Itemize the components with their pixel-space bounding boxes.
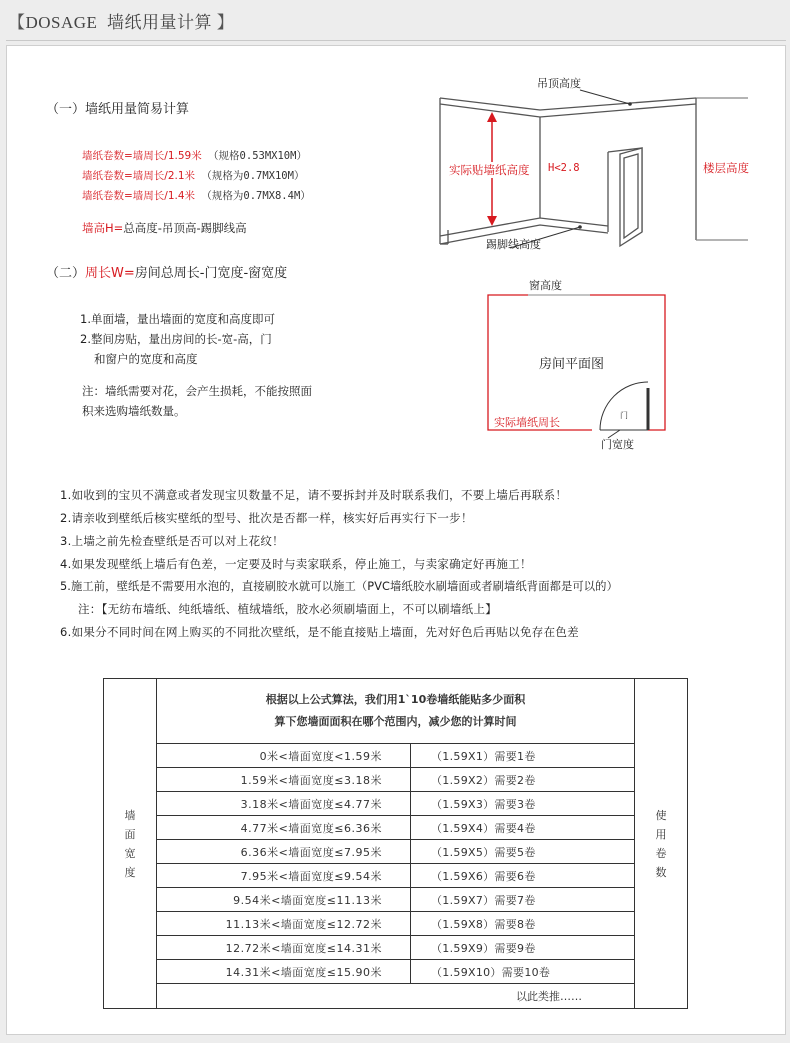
rolls-cell: （1.59X6）需要6卷 xyxy=(411,864,635,888)
rolls-cell: （1.59X10）需要10卷 xyxy=(411,960,635,984)
wall-height-text: 总高度-吊顶高-踢脚线高 xyxy=(123,221,247,235)
table-row xyxy=(104,816,688,840)
table-row xyxy=(104,840,688,864)
step-item: 和窗户的宽度和高度 xyxy=(94,352,198,366)
range-cell: 0米<墙面宽度<1.59米 xyxy=(157,744,411,768)
window-label: 窗高度 xyxy=(529,279,562,292)
table-footer: 以此类推…… xyxy=(157,984,635,1009)
range-cell: 12.72米<墙面宽度≤14.31米 xyxy=(157,936,411,960)
notice-item: 6.如果分不同时间在网上购买的不同批次壁纸，是不能直接贴上墙面，先对好色后再贴以免存在色差 xyxy=(60,625,579,639)
actual-height-label: 实际贴墙纸高度 xyxy=(449,163,530,177)
perimeter-label: 实际墙纸周长 xyxy=(494,416,560,429)
table-row xyxy=(104,768,688,792)
section1-title: （一）墙纸用量简易计算 xyxy=(46,102,190,117)
door-width-label: 门宽度 xyxy=(601,438,634,451)
range-cell: 9.54米<墙面宽度≤11.13米 xyxy=(157,888,411,912)
table-header-row xyxy=(104,679,688,744)
range-cell: 14.31米<墙面宽度≤15.90米 xyxy=(157,960,411,984)
table-row xyxy=(104,744,688,768)
rolls-cell: （1.59X4）需要4卷 xyxy=(411,816,635,840)
page-title xyxy=(8,8,234,33)
table-row xyxy=(104,960,688,984)
title-label: 墙纸用量计算 xyxy=(106,13,212,33)
step-item: 2.整间房贴，量出房间的长-宽-高，门 xyxy=(80,332,272,346)
range-cell: 3.18米<墙面宽度≤4.77米 xyxy=(157,792,411,816)
wall-height-formula xyxy=(82,220,247,236)
notice-item: 2.请亲收到壁纸后核实壁纸的型号、批次是否都一样，核实好后再实行下一步！ xyxy=(60,511,473,525)
section2-prefix: （二） xyxy=(46,266,86,281)
rolls-cell: （1.59X8）需要8卷 xyxy=(411,912,635,936)
section2-perimeter-label: 周长W= xyxy=(85,266,135,281)
table-footer-row xyxy=(104,984,688,1009)
rolls-cell: （1.59X3）需要3卷 xyxy=(411,792,635,816)
header-line: 算下您墙面面积在哪个范围内，减少您的计算时间 xyxy=(274,715,517,728)
range-cell: 6.36米<墙面宽度≤7.95米 xyxy=(157,840,411,864)
roll-calculation-table xyxy=(103,678,688,1009)
rolls-cell: （1.59X9）需要9卷 xyxy=(411,936,635,960)
note-line: 积来选购墙纸数量。 xyxy=(82,404,186,418)
wall-height-label: 墙高H= xyxy=(82,221,124,235)
table-header-cell xyxy=(157,679,635,744)
rolls-cell: （1.59X1）需要1卷 xyxy=(411,744,635,768)
floor-height-label: 楼层高度 xyxy=(703,161,749,175)
notice-item: 3.上墙之前先检查壁纸是否可以对上花纹！ xyxy=(60,534,284,548)
height-limit-label: H<2.8 xyxy=(548,162,580,174)
rolls-cell: （1.59X5）需要5卷 xyxy=(411,840,635,864)
table-row xyxy=(104,936,688,960)
left-label-cell xyxy=(104,679,157,1009)
right-label-cell xyxy=(635,679,688,1009)
range-cell: 7.95米<墙面宽度≤9.54米 xyxy=(157,864,411,888)
notice-item: 5.施工前，壁纸是不需要用水泡的，直接刷胶水就可以施工（PVC墙纸胶水刷墙面或者刷墙纸背面都是可以的） xyxy=(60,580,618,593)
range-cell: 11.13米<墙面宽度≤12.72米 xyxy=(157,912,411,936)
bracket-open: 【 xyxy=(8,13,26,32)
left-label: 墙面宽度 xyxy=(124,808,136,879)
table-row xyxy=(104,864,688,888)
range-cell: 4.77米<墙面宽度≤6.36米 xyxy=(157,816,411,840)
right-label: 使用卷数 xyxy=(655,808,667,879)
formula-row xyxy=(82,148,307,163)
notice-subnote: 注：【无纺布墙纸、纯纸墙纸、植绒墙纸，胶水必须刷墙面上，不可以刷墙纸上】 xyxy=(78,602,498,616)
formula-spec: （规格0.53MX10M） xyxy=(208,150,307,162)
brand-label: DOSAGE xyxy=(25,13,98,32)
notice-item: 4.如果发现壁纸上墙后有色差，一定要及时与卖家联系，停止施工，与卖家确定好再施工！ xyxy=(60,557,532,571)
header-divider xyxy=(6,40,786,41)
note-line: 注：墙纸需要对花，会产生损耗，不能按照面 xyxy=(82,384,312,398)
formula-spec: （规格为0.7MX8.4M） xyxy=(201,190,311,202)
rolls-cell: （1.59X2）需要2卷 xyxy=(411,768,635,792)
step-item: 1.单面墙，量出墙面的宽度和高度即可 xyxy=(80,312,275,326)
table-row xyxy=(104,912,688,936)
formula-text: 墙纸卷数=墙周长/1.59米 xyxy=(82,150,202,162)
section2-title xyxy=(46,262,287,281)
range-cell: 1.59米<墙面宽度≤3.18米 xyxy=(157,768,411,792)
door-label: 门 xyxy=(620,411,628,420)
formula-spec: （规格为0.7MX10M） xyxy=(201,170,305,182)
formula-row xyxy=(82,188,311,203)
skirting-label: 踢脚线高度 xyxy=(486,238,541,251)
table-row xyxy=(104,792,688,816)
plan-title: 房间平面图 xyxy=(539,357,605,372)
formula-text: 墙纸卷数=墙周长/2.1米 xyxy=(82,170,196,182)
formula-row xyxy=(82,168,304,183)
header-line: 根据以上公式算法，我们用1`10卷墙纸能贴多少面积 xyxy=(265,693,526,706)
section2-formula: 房间总周长-门宽度-窗宽度 xyxy=(134,266,288,281)
ceiling-label: 吊顶高度 xyxy=(537,77,581,90)
bracket-close: 】 xyxy=(216,13,235,32)
table-row xyxy=(104,888,688,912)
rolls-cell: （1.59X7）需要7卷 xyxy=(411,888,635,912)
notice-item: 1.如收到的宝贝不满意或者发现宝贝数量不足，请不要拆封并及时联系我们，不要上墙后再联系！ xyxy=(60,488,568,502)
formula-text: 墙纸卷数=墙周长/1.4米 xyxy=(82,190,196,202)
